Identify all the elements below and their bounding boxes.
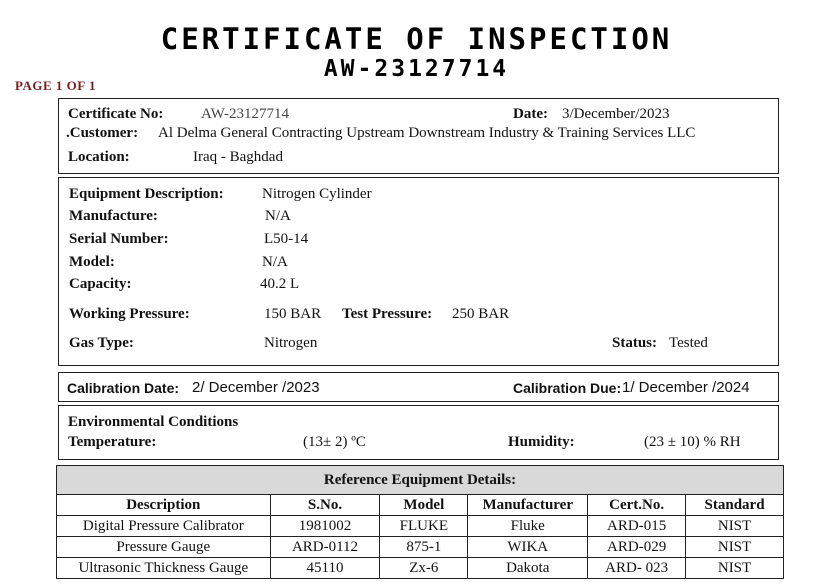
column-header: Model <box>380 495 468 516</box>
status-value: Tested <box>669 335 708 351</box>
table-cell: Fluke <box>468 516 588 537</box>
calibration-date-value: 2/ December /2023 <box>192 379 320 396</box>
date-value: 3/December/2023 <box>562 106 670 122</box>
status-label: Status: <box>612 335 658 351</box>
table-row <box>57 516 784 537</box>
table-cell: FLUKE <box>380 516 468 537</box>
location-label: Location: <box>68 149 130 165</box>
table-cell: WIKA <box>468 537 588 558</box>
serial-number-value: L50-14 <box>264 231 309 247</box>
table-cell: NIST <box>686 537 784 558</box>
working-pressure-value: 150 BAR <box>264 306 322 322</box>
calibration-due-label: Calibration Due: <box>513 380 622 396</box>
table-row <box>57 537 784 558</box>
test-pressure-label: Test Pressure: <box>342 306 433 322</box>
model-value: N/A <box>262 254 288 270</box>
reference-heading: Reference Equipment Details: <box>57 466 784 495</box>
table-cell: ARD-015 <box>588 516 686 537</box>
table-cell: ARD- 023 <box>588 558 686 579</box>
column-header: Cert.No. <box>588 495 686 516</box>
document-number: AW-23127714 <box>323 56 510 82</box>
table-cell: Zx-6 <box>380 558 468 579</box>
equipment-description-label: Equipment Description: <box>69 186 224 202</box>
gas-type-value: Nitrogen <box>264 335 318 351</box>
reference-equipment-table <box>56 465 784 579</box>
column-header: Manufacturer <box>468 495 588 516</box>
temperature-label: Temperature: <box>68 434 157 450</box>
document-title: CERTIFICATE OF INSPECTION <box>160 22 673 56</box>
environment-heading: Environmental Conditions <box>68 414 239 430</box>
customer-label: .Customer: <box>66 125 139 141</box>
table-cell: Dakota <box>468 558 588 579</box>
serial-number-label: Serial Number: <box>69 231 169 247</box>
column-header: Standard <box>686 495 784 516</box>
table-cell: Digital Pressure Calibrator <box>57 516 271 537</box>
temperature-value: (13± 2) ºC <box>303 434 366 450</box>
column-header: S.No. <box>270 495 380 516</box>
table-cell: ARD-0112 <box>270 537 380 558</box>
calibration-due-value: 1/ December /2024 <box>622 379 750 396</box>
gas-type-label: Gas Type: <box>69 335 134 351</box>
model-label: Model: <box>69 254 115 270</box>
humidity-value: (23 ± 10) % RH <box>644 434 741 450</box>
table-cell: NIST <box>686 516 784 537</box>
table-header-row <box>57 495 784 516</box>
date-label: Date: <box>513 106 548 122</box>
customer-value: Al Delma General Contracting Upstream Downstream Industry & Training Services LLC <box>158 125 696 141</box>
certificate-no-value: AW-23127714 <box>201 106 289 122</box>
equipment-description-value: Nitrogen Cylinder <box>262 186 372 202</box>
page-number: PAGE 1 OF 1 <box>15 78 96 93</box>
table-cell: NIST <box>686 558 784 579</box>
test-pressure-value: 250 BAR <box>452 306 510 322</box>
humidity-label: Humidity: <box>508 434 575 450</box>
table-cell: 1981002 <box>270 516 380 537</box>
table-cell: ARD-029 <box>588 537 686 558</box>
capacity-label: Capacity: <box>69 276 132 292</box>
manufacture-value: N/A <box>265 208 291 224</box>
location-value: Iraq - Baghdad <box>193 149 283 165</box>
table-row <box>57 558 784 579</box>
working-pressure-label: Working Pressure: <box>69 306 190 322</box>
calibration-date-label: Calibration Date: <box>67 380 180 396</box>
table-cell: 45110 <box>270 558 380 579</box>
manufacture-label: Manufacture: <box>69 208 158 224</box>
certificate-no-label: Certificate No: <box>68 106 164 122</box>
capacity-value: 40.2 L <box>260 276 300 292</box>
table-cell: Ultrasonic Thickness Gauge <box>57 558 271 579</box>
table-cell: Pressure Gauge <box>57 537 271 558</box>
column-header: Description <box>57 495 271 516</box>
table-cell: 875-1 <box>380 537 468 558</box>
